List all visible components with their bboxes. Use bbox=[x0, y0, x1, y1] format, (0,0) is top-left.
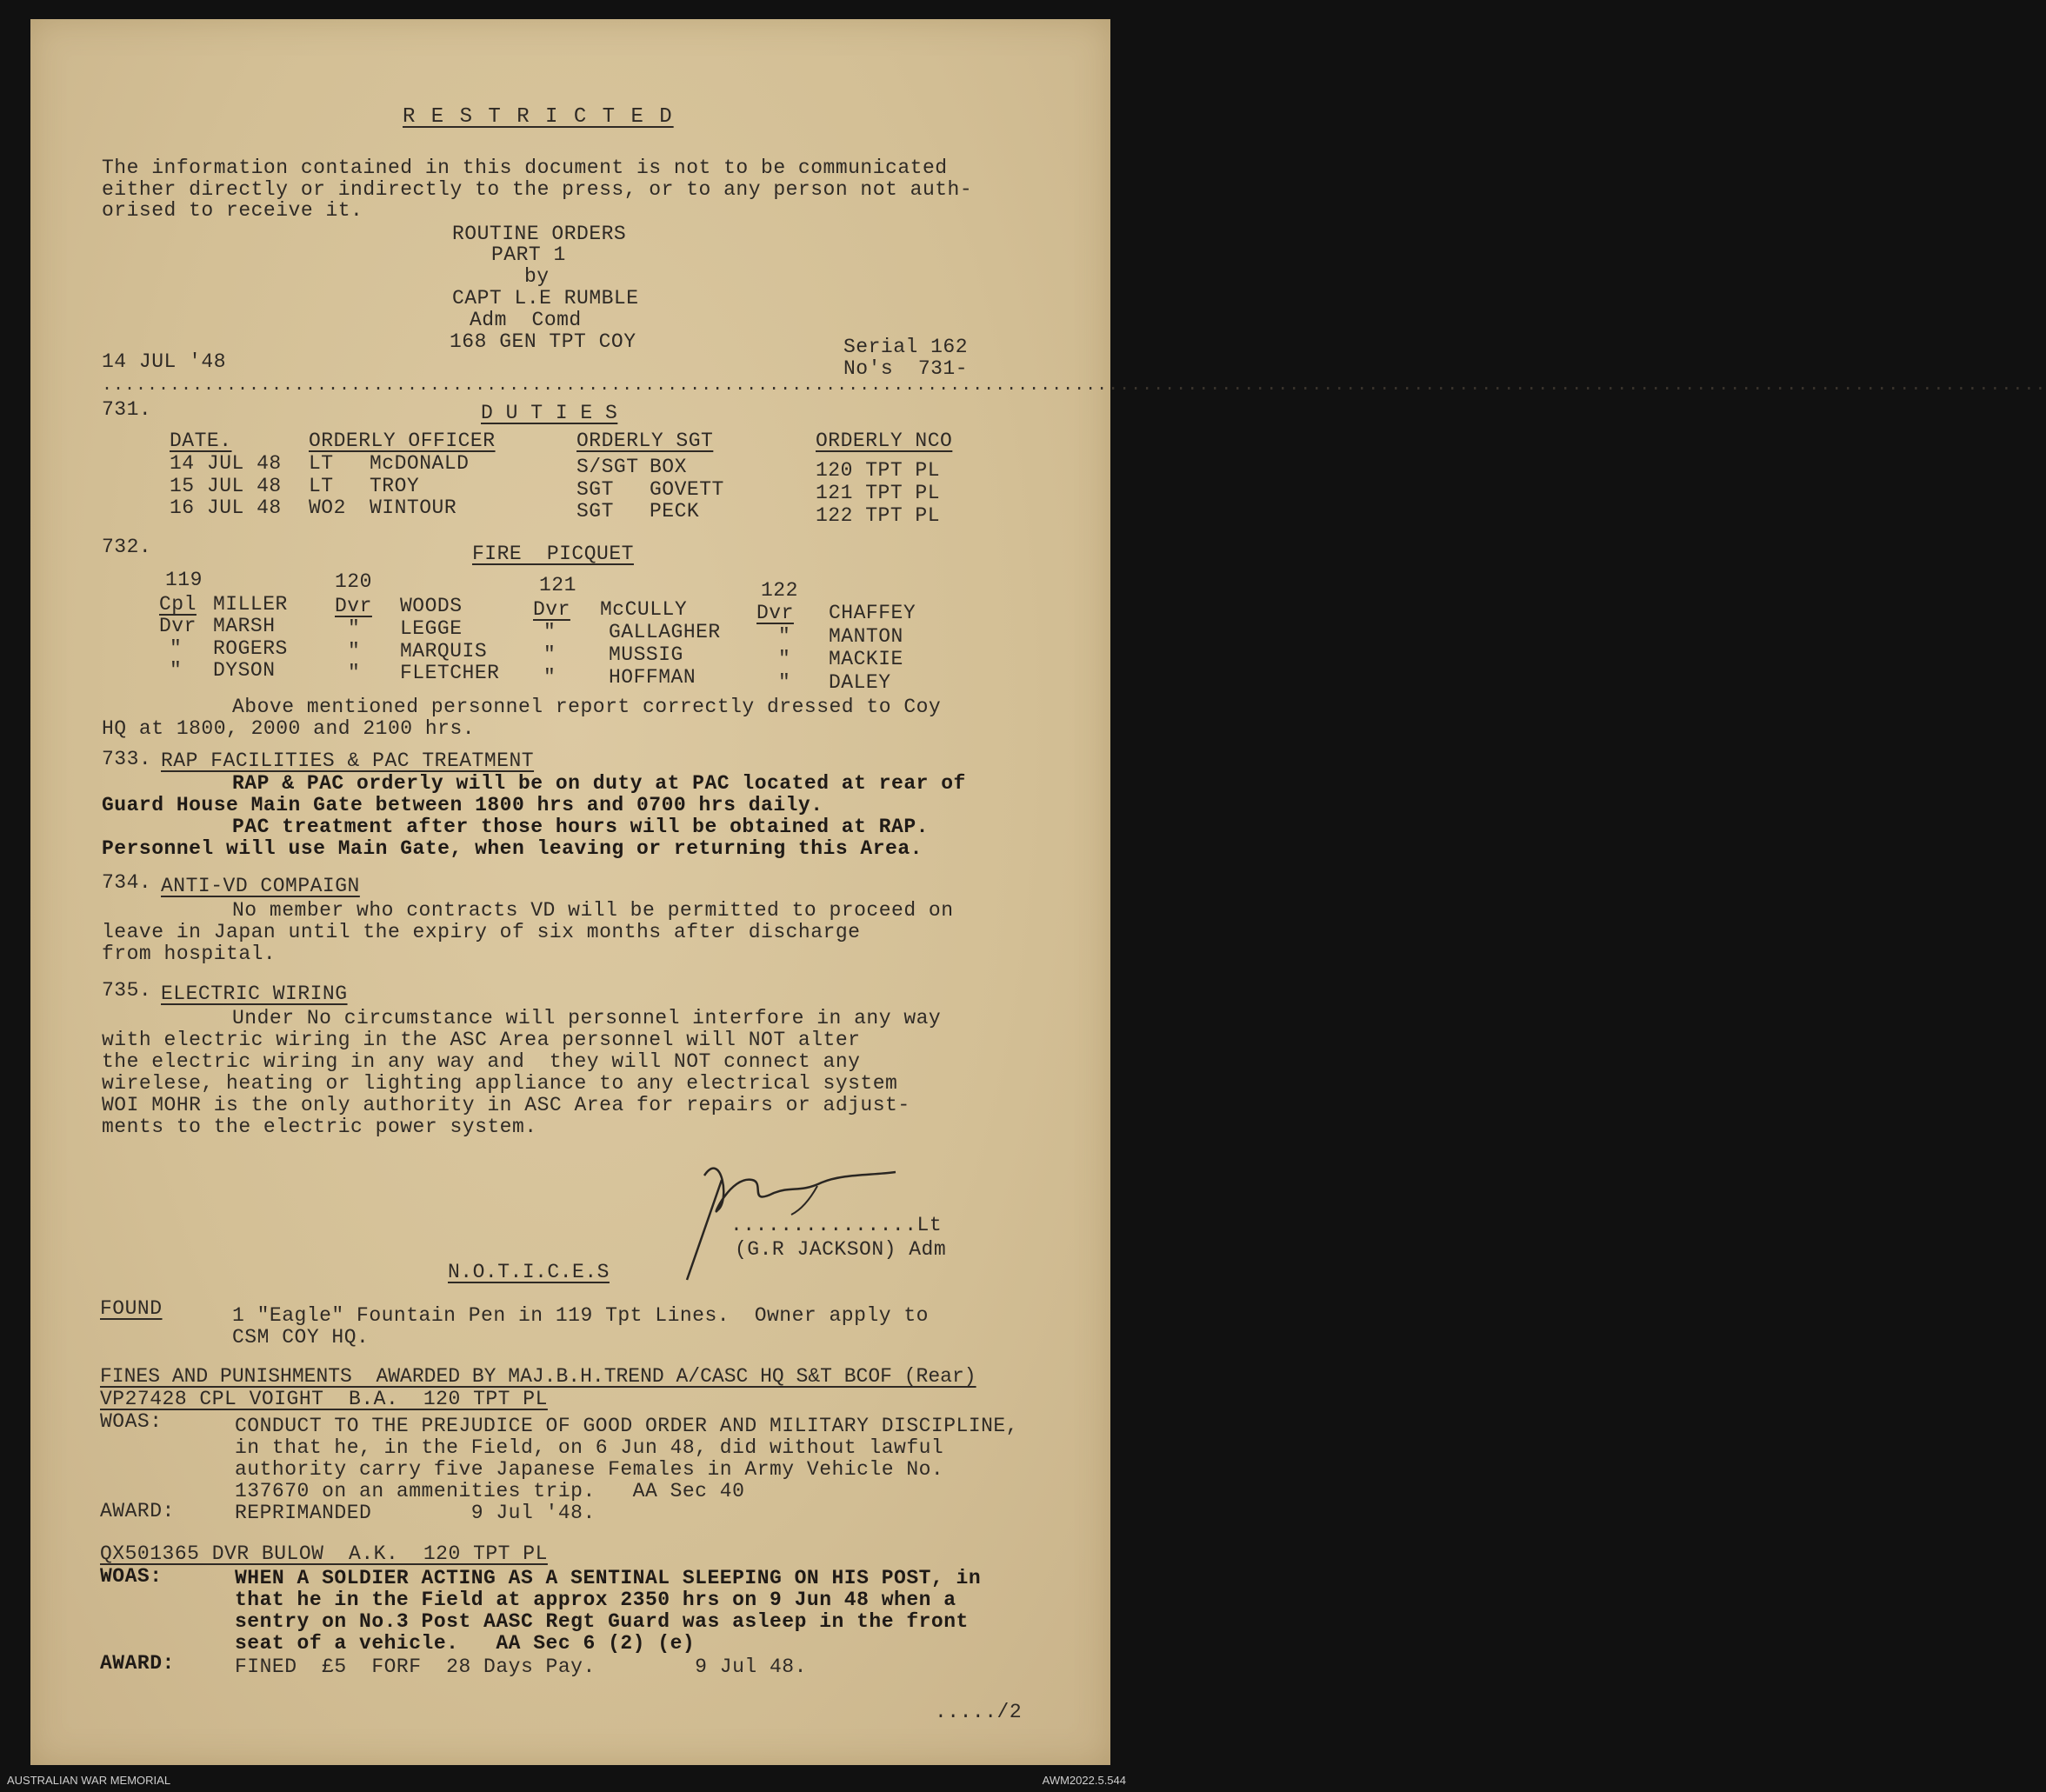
orders-title: PART 1 bbox=[491, 243, 566, 266]
ditto-mark: " bbox=[348, 662, 361, 684]
picquet-name: MANTON bbox=[829, 625, 903, 648]
electric-text: ments to the electric power system. bbox=[102, 1116, 537, 1138]
warning-line: either directly or indirectly to the press, or to any person not auth- bbox=[102, 178, 973, 201]
picquet-rank: Cpl bbox=[159, 593, 197, 616]
found-text: CSM COY HQ. bbox=[232, 1326, 370, 1349]
woas-text: CONDUCT TO THE PREJUDICE OF GOOD ORDER AND MILITARY DISCIPLINE, bbox=[235, 1415, 1019, 1437]
page-continuation: ...../2 bbox=[935, 1701, 1023, 1723]
woas-text: in that he, in the Field, on 6 Jun 48, did without lawful bbox=[235, 1436, 944, 1459]
electric-text: with electric wiring in the ASC Area personnel will NOT alter bbox=[102, 1029, 861, 1051]
case-id: QX501365 DVR BULOW A.K. 120 TPT PL bbox=[100, 1542, 548, 1565]
found-text: 1 "Eagle" Fountain Pen in 119 Tpt Lines. Owner apply to bbox=[232, 1304, 929, 1327]
order-numbers: No's 731- bbox=[843, 357, 969, 380]
ditto-mark: " bbox=[543, 643, 556, 666]
duty-officer: WINTOUR bbox=[370, 496, 457, 519]
picquet-name: LEGGE bbox=[400, 617, 463, 640]
duty-date: 14 JUL 48 bbox=[170, 452, 282, 475]
ditto-mark: " bbox=[170, 637, 183, 660]
picquet-name: ROGERS bbox=[213, 637, 288, 660]
duty-officer: McDONALD bbox=[370, 452, 470, 475]
ditto-mark: " bbox=[348, 617, 361, 640]
electric-text: WOI MOHR is the only authority in ASC Area for repairs or adjust- bbox=[102, 1094, 910, 1116]
award-text: REPRIMANDED 9 Jul '48. bbox=[235, 1502, 596, 1524]
picquet-name: MILLER bbox=[213, 593, 288, 616]
section-number: 733. bbox=[102, 748, 152, 770]
duty-rank: WO2 bbox=[309, 496, 346, 519]
woas-text: authority carry five Japanese Females in Army Vehicle No. bbox=[235, 1458, 944, 1481]
woas-text: seat of a vehicle. AA Sec 6 (2) (e) bbox=[235, 1632, 696, 1655]
duty-sgt-rank: S/SGT bbox=[576, 456, 639, 478]
warning-line: orised to receive it. bbox=[102, 199, 363, 222]
rap-text: RAP & PAC orderly will be on duty at PAC located at rear of bbox=[232, 772, 966, 795]
orders-title: Adm Comd bbox=[470, 309, 582, 331]
duty-sgt-rank: SGT bbox=[576, 500, 614, 523]
rap-text: PAC treatment after those hours will be obtained at RAP. bbox=[232, 816, 929, 838]
col-orderly-officer: ORDERLY OFFICER bbox=[309, 430, 496, 452]
fines-heading: FINES AND PUNISHMENTS AWARDED BY MAJ.B.H.TREND A/CASC HQ S&T BCOF (Rear) bbox=[100, 1365, 976, 1388]
duty-nco: 122 TPT PL bbox=[816, 504, 941, 527]
fire-picquet-heading: FIRE PICQUET bbox=[472, 543, 634, 565]
picquet-note: Above mentioned personnel report correctly dressed to Coy bbox=[232, 696, 942, 718]
col-orderly-sgt: ORDERLY SGT bbox=[576, 430, 714, 452]
picquet-rank: Dvr bbox=[533, 598, 570, 621]
rap-text: Guard House Main Gate between 1800 hrs and 0700 hrs daily. bbox=[102, 794, 823, 816]
ditto-mark: " bbox=[778, 671, 791, 694]
picquet-unit: 122 bbox=[761, 579, 798, 602]
picquet-name: MUSSIG bbox=[609, 643, 683, 666]
picquet-name: MARQUIS bbox=[400, 640, 488, 663]
duties-heading: D U T I E S bbox=[481, 402, 618, 424]
orders-title: 168 GEN TPT COY bbox=[450, 330, 636, 353]
picquet-rank: Dvr bbox=[756, 602, 794, 624]
ditto-mark: " bbox=[778, 648, 791, 670]
award-label: AWARD: bbox=[100, 1652, 175, 1675]
picquet-unit: 120 bbox=[335, 570, 372, 593]
woas-label: WOAS: bbox=[100, 1410, 163, 1433]
serial-number: Serial 162 bbox=[843, 336, 969, 358]
ditto-mark: " bbox=[348, 640, 361, 663]
section-number: 731. bbox=[102, 398, 152, 421]
electric-heading: ELECTRIC WIRING bbox=[161, 983, 348, 1005]
section-number: 735. bbox=[102, 979, 152, 1002]
orders-title: by bbox=[524, 265, 550, 288]
order-date: 14 JUL '48 bbox=[102, 350, 227, 373]
picquet-name: WOODS bbox=[400, 595, 463, 617]
picquet-name: HOFFMAN bbox=[609, 666, 696, 689]
duty-rank: LT bbox=[309, 452, 334, 475]
electric-text: wirelese, heating or lighting appliance to any electrical system bbox=[102, 1072, 898, 1095]
orders-title: ROUTINE ORDERS bbox=[452, 223, 627, 245]
classification-heading: R E S T R I C T E D bbox=[403, 105, 674, 129]
picquet-rank: Dvr bbox=[335, 595, 372, 617]
picquet-unit: 119 bbox=[165, 569, 203, 591]
ditto-mark: " bbox=[543, 621, 556, 643]
section-number: 734. bbox=[102, 871, 152, 894]
section-number: 732. bbox=[102, 536, 152, 558]
picquet-rank: Dvr bbox=[159, 615, 197, 637]
picquet-name: DALEY bbox=[829, 671, 891, 694]
duty-sgt-rank: SGT bbox=[576, 478, 614, 501]
document-page bbox=[30, 19, 2046, 1765]
picquet-name: MARSH bbox=[213, 615, 276, 637]
picquet-note: HQ at 1800, 2000 and 2100 hrs. bbox=[102, 717, 476, 740]
archive-footer bbox=[0, 1765, 1133, 1792]
ditto-mark: " bbox=[778, 625, 791, 648]
duty-nco: 121 TPT PL bbox=[816, 482, 941, 504]
award-label: AWARD: bbox=[100, 1500, 175, 1522]
case-id: VP27428 CPL VOIGHT B.A. 120 TPT PL bbox=[100, 1388, 548, 1410]
signature-line: ...............Lt bbox=[730, 1214, 943, 1236]
antivd-text: No member who contracts VD will be permitted to proceed on bbox=[232, 899, 954, 922]
woas-text: that he in the Field at approx 2350 hrs on 9 Jun 48 when a bbox=[235, 1589, 956, 1611]
antivd-heading: ANTI-VD COMPAIGN bbox=[161, 875, 360, 897]
woas-text: 137670 on an ammenities trip. AA Sec 40 bbox=[235, 1480, 745, 1502]
electric-text: Under No circumstance will personnel interfore in any way bbox=[232, 1007, 942, 1029]
notices-heading: N.O.T.I.C.E.S bbox=[448, 1261, 610, 1283]
duty-date: 15 JUL 48 bbox=[170, 475, 282, 497]
woas-text: WHEN A SOLDIER ACTING AS A SENTINAL SLEEPING ON HIS POST, in bbox=[235, 1567, 982, 1589]
duty-sgt: GOVETT bbox=[650, 478, 724, 501]
footer-source: AUSTRALIAN WAR MEMORIAL bbox=[7, 1774, 171, 1787]
duty-nco: 120 TPT PL bbox=[816, 459, 941, 482]
woas-label: WOAS: bbox=[100, 1565, 163, 1588]
antivd-text: from hospital. bbox=[102, 943, 277, 965]
picquet-name: DYSON bbox=[213, 659, 276, 682]
duty-rank: LT bbox=[309, 475, 334, 497]
ditto-mark: " bbox=[170, 659, 183, 682]
footer-accession: AWM2022.5.544 bbox=[1042, 1774, 1126, 1787]
warning-line: The information contained in this document is not to be communicated bbox=[102, 157, 948, 179]
picquet-unit: 121 bbox=[539, 574, 576, 596]
award-text: FINED £5 FORF 28 Days Pay. 9 Jul 48. bbox=[235, 1655, 807, 1678]
duty-sgt: PECK bbox=[650, 500, 700, 523]
col-date: DATE. bbox=[170, 430, 232, 452]
duty-date: 16 JUL 48 bbox=[170, 496, 282, 519]
ditto-mark: " bbox=[543, 666, 556, 689]
signatory-name: (G.R JACKSON) Adm bbox=[735, 1238, 947, 1261]
rap-text: Personnel will use Main Gate, when leaving or returning this Area. bbox=[102, 837, 923, 860]
picquet-name: FLETCHER bbox=[400, 662, 500, 684]
orders-title: CAPT L.E RUMBLE bbox=[452, 287, 639, 310]
picquet-name: CHAFFEY bbox=[829, 602, 916, 624]
found-label: FOUND bbox=[100, 1297, 163, 1320]
separator-dots: ............................................................................................................................................................................ bbox=[102, 376, 2046, 396]
antivd-text: leave in Japan until the expiry of six months after discharge bbox=[102, 921, 861, 943]
electric-text: the electric wiring in any way and they will NOT connect any bbox=[102, 1050, 861, 1073]
col-orderly-nco: ORDERLY NCO bbox=[816, 430, 953, 452]
duty-officer: TROY bbox=[370, 475, 420, 497]
duty-sgt: BOX bbox=[650, 456, 687, 478]
picquet-name: McCULLY bbox=[600, 598, 688, 621]
picquet-name: GALLAGHER bbox=[609, 621, 721, 643]
picquet-name: MACKIE bbox=[829, 648, 903, 670]
woas-text: sentry on No.3 Post AASC Regt Guard was asleep in the front bbox=[235, 1610, 969, 1633]
rap-heading: RAP FACILITIES & PAC TREATMENT bbox=[161, 749, 535, 772]
